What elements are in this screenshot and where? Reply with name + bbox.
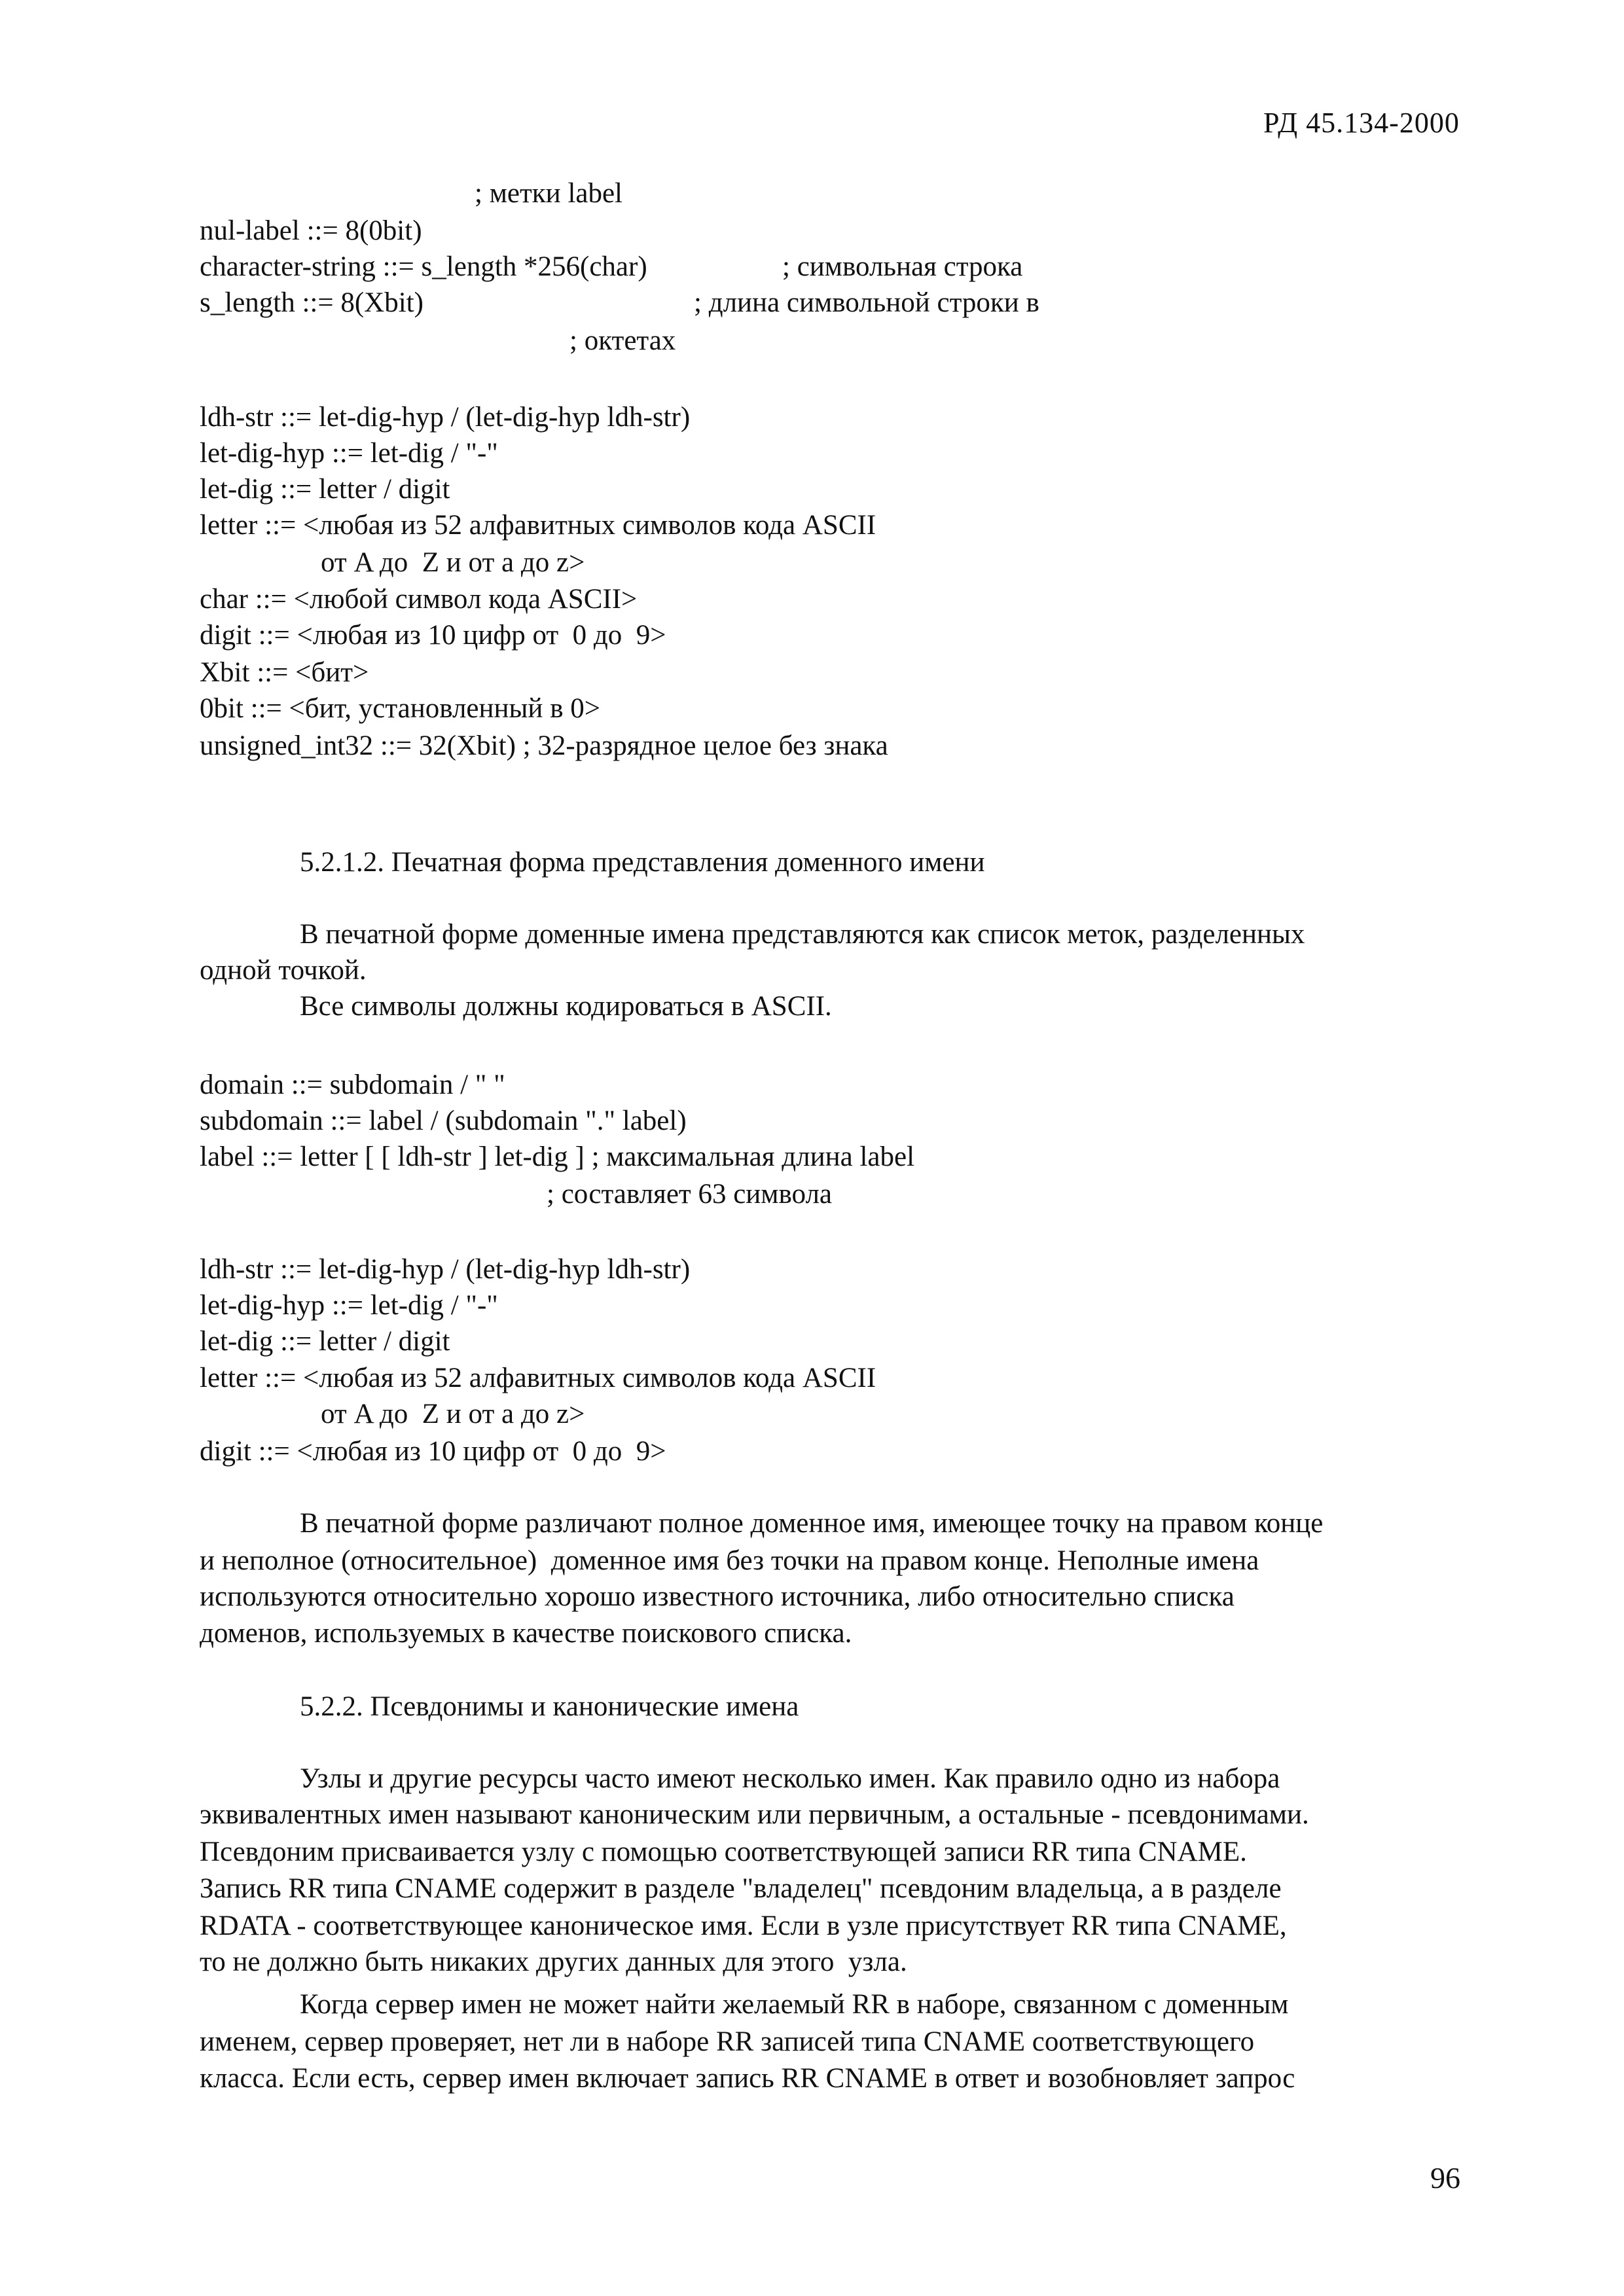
paragraph-line: и неполное (относительное) доменное имя без точки на правом конце. Неполные имена [200, 1545, 1259, 1576]
grammar-line: let-dig ::= letter / digit [200, 474, 450, 505]
grammar-comment: ; составляет 63 символа [547, 1179, 832, 1210]
grammar-line: letter ::= <любая из 52 алфавитных символов кода ASCII [200, 510, 876, 541]
paragraph-line: Узлы и другие ресурсы часто имеют несколько имен. Как правило одно из набора [300, 1763, 1280, 1794]
grammar-line: nul-label ::= 8(0bit) [200, 215, 422, 246]
grammar-line: let-dig-hyp ::= let-dig / "-" [200, 438, 498, 469]
grammar-line: s_length ::= 8(Xbit) [200, 287, 424, 318]
grammar-line: subdomain ::= label / (subdomain "." label) [200, 1105, 687, 1136]
grammar-line: domain ::= subdomain / " " [200, 1069, 505, 1100]
grammar-line: label ::= letter [ [ ldh-str ] let-dig ] ; максимальная длина label [200, 1141, 915, 1172]
paragraph-line: RDATA - соответствующее каноническое имя. Если в узле присутствует RR типа CNAME, [200, 1910, 1287, 1941]
grammar-line: let-dig-hyp ::= let-dig / "-" [200, 1290, 498, 1321]
grammar-comment: ; октетах [569, 325, 676, 356]
paragraph-line: доменов, используемых в качестве поискового списка. [200, 1618, 852, 1649]
grammar-comment: ; символьная строка [782, 251, 1023, 282]
paragraph-line: Все символы должны кодироваться в ASCII. [300, 991, 832, 1022]
grammar-line: от A до Z и от a до z> [321, 547, 585, 578]
grammar-line: let-dig ::= letter / digit [200, 1326, 450, 1357]
paragraph-line: В печатной форме доменные имена представляются как список меток, разделенных [300, 919, 1305, 950]
paragraph-line: эквивалентных имен называют каноническим или первичным, а остальные - псевдонимами. [200, 1799, 1309, 1830]
section-heading: 5.2.2. Псевдонимы и канонические имена [300, 1691, 799, 1722]
grammar-line: Xbit ::= <бит> [200, 657, 369, 688]
paragraph-line: класса. Если есть, сервер имен включает запись RR CNAME в ответ и возобновляет запрос [200, 2063, 1295, 2094]
section-heading: 5.2.1.2. Печатная форма представления доменного имени [300, 847, 985, 878]
grammar-line: digit ::= <любая из 10 цифр от 0 до 9> [200, 1436, 666, 1467]
paragraph-line: Псевдоним присваивается узлу с помощью соответствующей записи RR типа CNAME. [200, 1837, 1247, 1867]
grammar-line: ldh-str ::= let-dig-hyp / (let-dig-hyp ldh-str) [200, 402, 691, 433]
grammar-line: unsigned_int32 ::= 32(Xbit) ; 32-разрядное целое без знака [200, 730, 888, 761]
grammar-line: digit ::= <любая из 10 цифр от 0 до 9> [200, 620, 666, 651]
document-id: РД 45.134-2000 [1263, 107, 1460, 139]
grammar-comment: ; длина символьной строки в [694, 287, 1039, 318]
paragraph-line: то не должно быть никаких других данных для этого узла. [200, 1946, 907, 1977]
paragraph-line: Когда сервер имен не может найти желаемый RR в наборе, связанном с доменным [300, 1989, 1289, 2020]
grammar-comment: ; метки label [475, 178, 623, 209]
paragraph-line: используются относительно хорошо известного источника, либо относительно списка [200, 1581, 1235, 1612]
grammar-line: char ::= <любой символ кода ASCII> [200, 584, 638, 615]
grammar-line: 0bit ::= <бит, установленный в 0> [200, 693, 600, 724]
paragraph-line: одной точкой. [200, 955, 367, 986]
grammar-line: от A до Z и от a до z> [321, 1399, 585, 1429]
grammar-line: letter ::= <любая из 52 алфавитных символов кода ASCII [200, 1363, 876, 1393]
paragraph-line: В печатной форме различают полное доменное имя, имеющее точку на правом конце [300, 1508, 1324, 1539]
paragraph-line: Запись RR типа CNAME содержит в разделе "владелец" псевдоним владельца, а в разделе [200, 1873, 1282, 1904]
paragraph-line: именем, сервер проверяет, нет ли в наборе RR записей типа CNAME соответствующего [200, 2026, 1255, 2057]
grammar-line: ldh-str ::= let-dig-hyp / (let-dig-hyp ldh-str) [200, 1254, 691, 1285]
grammar-line: character-string ::= s_length *256(char) [200, 251, 647, 282]
page-number: 96 [1430, 2161, 1460, 2195]
